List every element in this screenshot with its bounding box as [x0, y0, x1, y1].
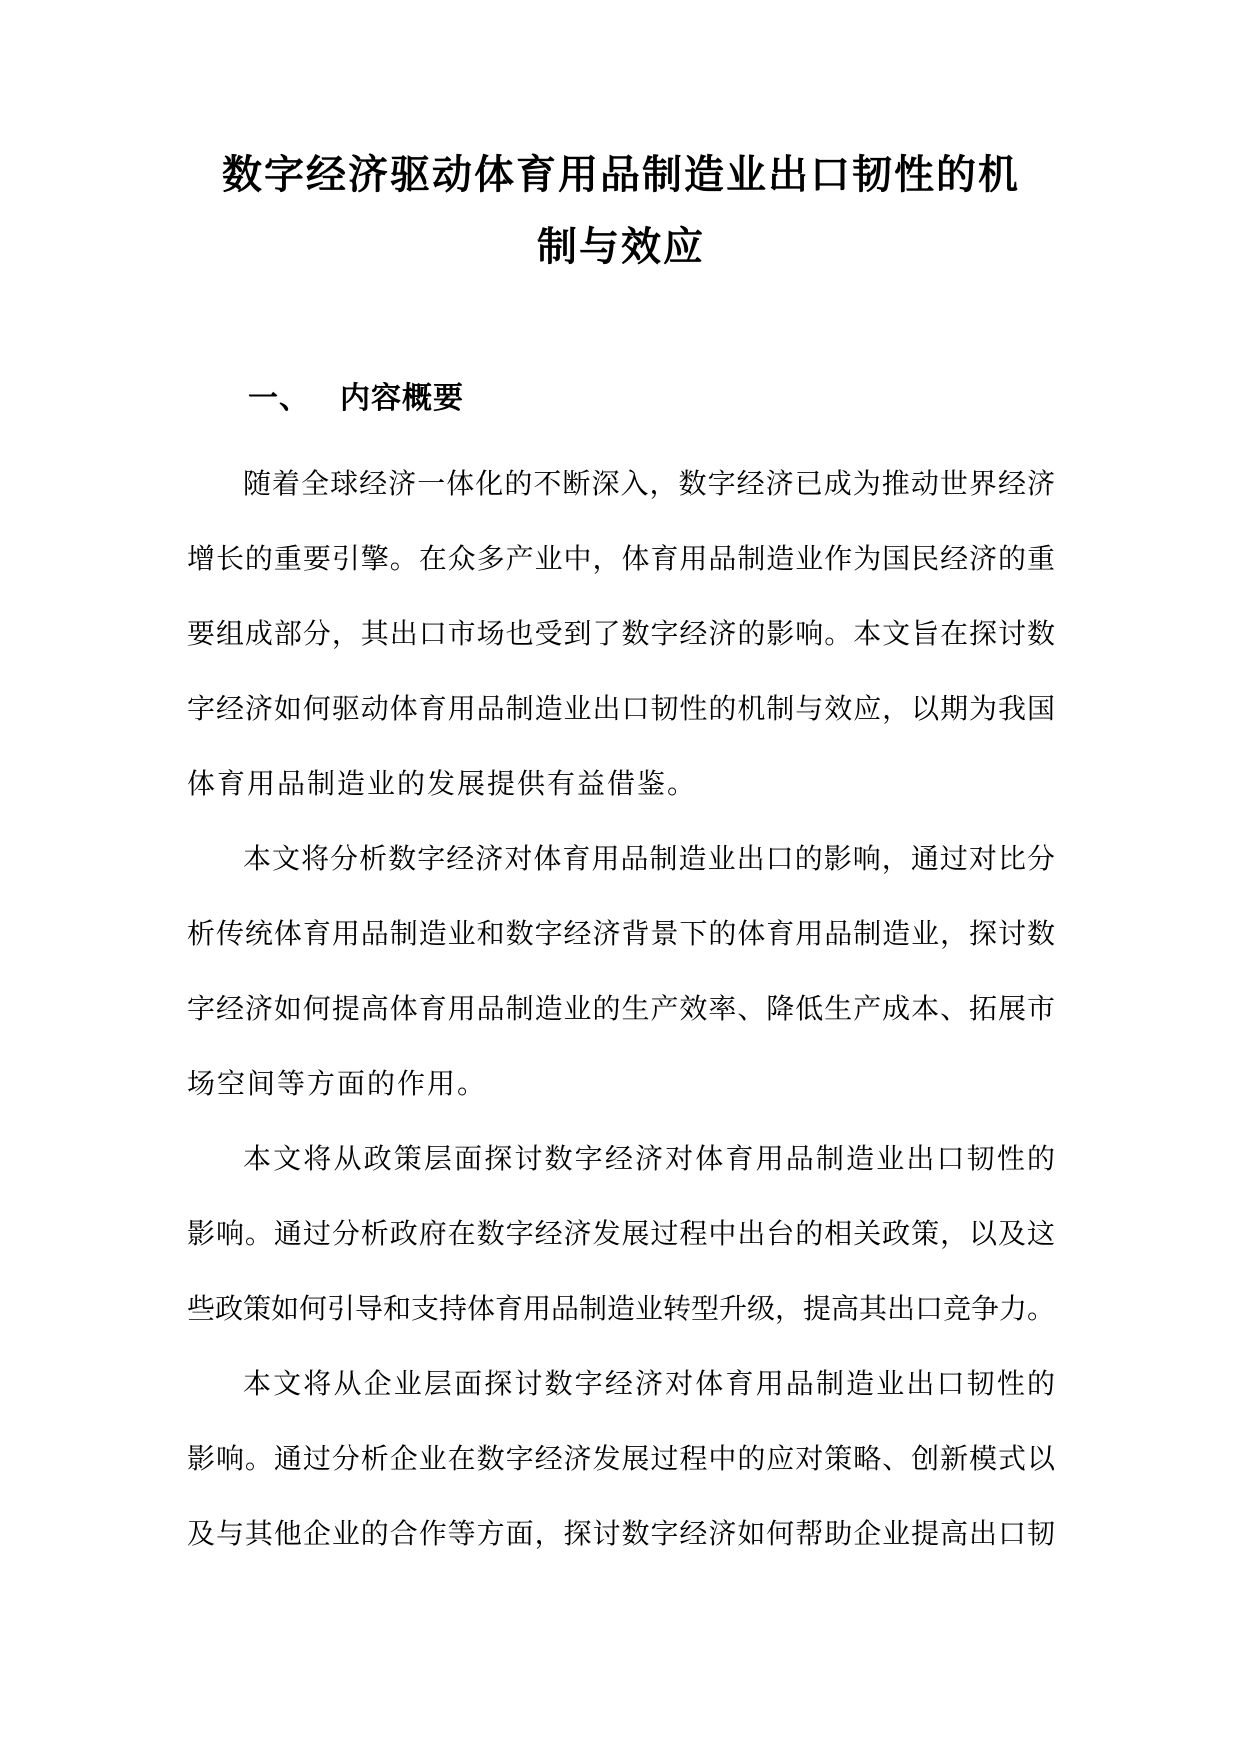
document-title-line-2: 制与效应 [537, 224, 705, 269]
paragraph-line: 析传统体育用品制造业和数字经济背景下的体育用品制造业，探讨数 [187, 919, 1055, 950]
paragraph [187, 447, 1055, 822]
paragraph-line: 本文将分析数字经济对体育用品制造业出口的影响，通过对比分 [243, 844, 1055, 875]
paragraph-line: 些政策如何引导和支持体育用品制造业转型升级，提高其出口竞争力。 [187, 1294, 1056, 1325]
paragraph-line: 本文将从企业层面探讨数字经济对体育用品制造业出口韧性的 [243, 1369, 1055, 1400]
paragraph-line: 字经济如何驱动体育用品制造业出口韧性的机制与效应，以期为我国 [187, 694, 1055, 725]
paragraph-line: 增长的重要引擎。在众多产业中，体育用品制造业作为国民经济的重 [187, 544, 1055, 575]
paragraph [187, 1122, 1055, 1347]
page-content [187, 0, 1055, 1754]
paragraph-line: 及与其他企业的合作等方面，探讨数字经济如何帮助企业提高出口韧 [187, 1519, 1055, 1550]
paragraph [187, 822, 1055, 1122]
paragraph-line: 场空间等方面的作用。 [187, 1069, 488, 1100]
paragraph [187, 1347, 1055, 1572]
paragraph-line: 影响。通过分析企业在数字经济发展过程中的应对策略、创新模式以 [187, 1444, 1055, 1475]
paragraph-line: 本文将从政策层面探讨数字经济对体育用品制造业出口韧性的 [243, 1144, 1055, 1175]
section-title: 内容概要 [340, 382, 464, 415]
paragraph-line: 字经济如何提高体育用品制造业的生产效率、降低生产成本、拓展市 [187, 994, 1055, 1025]
document-title [187, 139, 1055, 283]
section-heading [187, 361, 1055, 436]
document-title-line-1: 数字经济驱动体育用品制造业出口韧性的机 [222, 152, 1020, 197]
document-body [187, 447, 1055, 1572]
paragraph-line: 要组成部分，其出口市场也受到了数字经济的影响。本文旨在探讨数 [187, 619, 1055, 650]
paragraph-line: 随着全球经济一体化的不断深入，数字经济已成为推动世界经济 [243, 469, 1055, 500]
section-number: 一、 [248, 382, 310, 415]
paragraph-line: 体育用品制造业的发展提供有益借鉴。 [187, 769, 698, 800]
paragraph-line: 影响。通过分析政府在数字经济发展过程中出台的相关政策，以及这 [187, 1219, 1055, 1250]
